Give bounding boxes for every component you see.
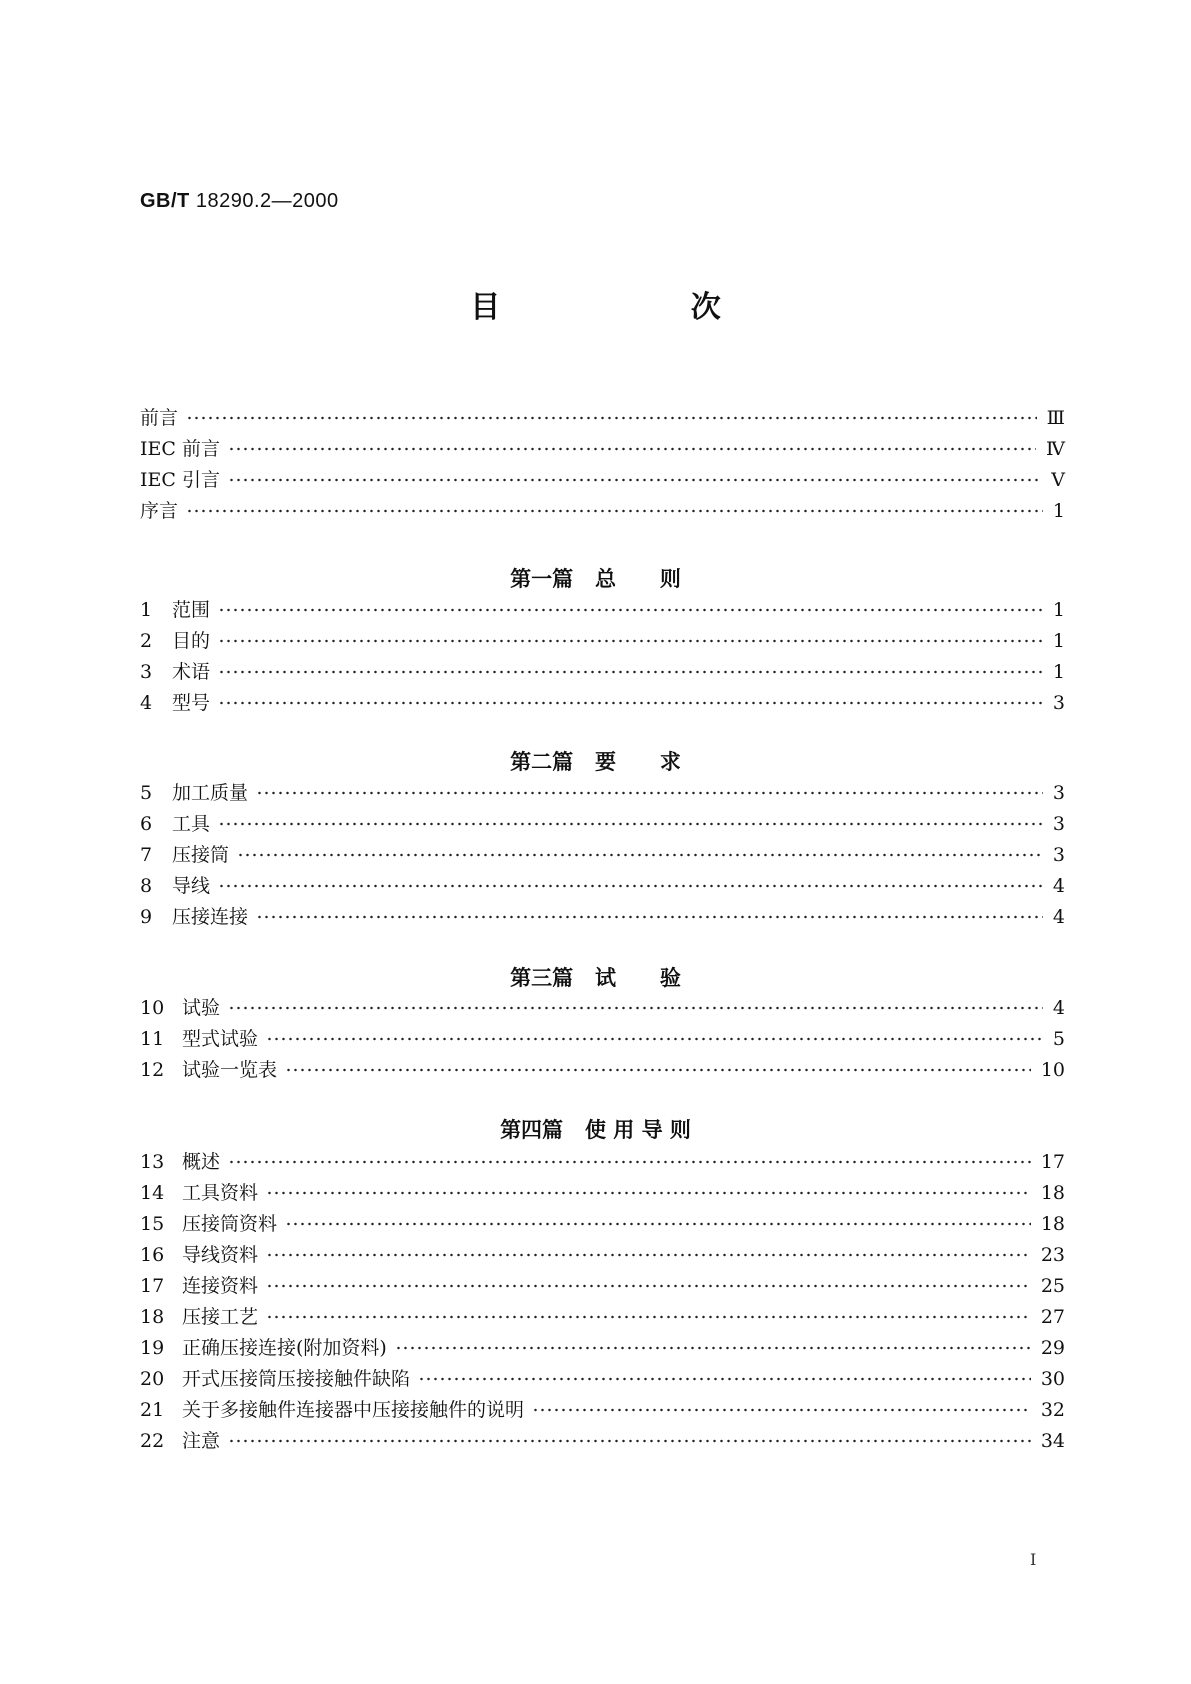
toc-entry-number: 3 [140, 661, 153, 683]
toc-entry-front-2[interactable] [140, 433, 1065, 465]
dot-leader [218, 670, 1043, 674]
toc-entry-number: 13 [140, 1151, 165, 1173]
toc-entry-label: 开式压接筒压接接触件缺陷 [182, 1368, 411, 1390]
dot-leader [228, 478, 1041, 482]
toc-entry-page: 1 [1052, 599, 1065, 621]
toc-entry-section-4[interactable] [140, 687, 1065, 719]
part-heading-2: 第二篇 要 求 [510, 750, 681, 774]
toc-entry-label: 压接工艺 [182, 1306, 259, 1328]
toc-entry-number: 20 [140, 1368, 165, 1390]
toc-entry-page: 10 [1040, 1059, 1065, 1081]
toc-entry-number: 12 [140, 1059, 165, 1081]
dot-leader [532, 1408, 1031, 1412]
dot-leader [285, 1068, 1031, 1072]
toc-entry-page: 34 [1040, 1430, 1065, 1452]
toc-entry-page: 27 [1040, 1306, 1065, 1328]
toc-entry-label: 导线 [172, 875, 211, 897]
toc-entry-section-7[interactable] [140, 839, 1065, 871]
toc-entry-number: 18 [140, 1306, 165, 1328]
toc-entry-number: 22 [140, 1430, 165, 1452]
toc-entry-section-3[interactable] [140, 656, 1065, 688]
toc-entry-section-8[interactable] [140, 870, 1065, 902]
toc-entry-page: 3 [1052, 813, 1065, 835]
toc-entry-label: 序言 [140, 500, 179, 522]
toc-entry-section-20[interactable] [140, 1363, 1065, 1395]
toc-entry-page: 30 [1040, 1368, 1065, 1390]
toc-entry-front-1[interactable] [140, 402, 1065, 434]
dot-leader [218, 884, 1043, 888]
toc-entry-number: 15 [140, 1213, 165, 1235]
dot-leader [237, 853, 1043, 857]
toc-entry-section-19[interactable] [140, 1332, 1065, 1364]
toc-entry-page: 1 [1052, 661, 1065, 683]
toc-entry-section-16[interactable] [140, 1239, 1065, 1271]
toc-entry-page: 4 [1052, 875, 1065, 897]
toc-entry-label: 型式试验 [182, 1028, 259, 1050]
toc-entry-page: 1 [1052, 630, 1065, 652]
toc-entry-section-11[interactable] [140, 1023, 1065, 1055]
toc-entry-label: 注意 [182, 1430, 221, 1452]
toc-entry-front-3[interactable] [140, 464, 1065, 496]
toc-entry-number: 21 [140, 1399, 165, 1421]
toc-entry-number: 14 [140, 1182, 165, 1204]
standard-prefix: GB/T [140, 190, 190, 212]
toc-entry-label: 型号 [172, 692, 211, 714]
dot-leader [266, 1253, 1031, 1257]
toc-entry-page: 1 [1052, 500, 1065, 522]
dot-leader [218, 701, 1043, 705]
toc-entry-page: 4 [1052, 906, 1065, 928]
dot-leader [218, 639, 1043, 643]
toc-entry-number: 4 [140, 692, 153, 714]
toc-entry-label: 压接筒资料 [182, 1213, 278, 1235]
dot-leader [256, 915, 1043, 919]
dot-leader [218, 822, 1043, 826]
toc-entry-section-22[interactable] [140, 1425, 1065, 1457]
toc-entry-page: 18 [1040, 1182, 1065, 1204]
dot-leader [266, 1315, 1031, 1319]
toc-entry-number: 17 [140, 1275, 165, 1297]
toc-entry-section-21[interactable] [140, 1394, 1065, 1426]
toc-entry-number: 8 [140, 875, 153, 897]
toc-entry-number: 11 [140, 1028, 165, 1050]
toc-entry-number: 7 [140, 844, 153, 866]
toc-entry-number: 9 [140, 906, 153, 928]
dot-leader [186, 509, 1043, 513]
part-heading-4: 第四篇 使 用 导 则 [500, 1118, 691, 1142]
footer-page-number: Ⅰ [1030, 1550, 1037, 1569]
toc-entry-section-13[interactable] [140, 1146, 1065, 1178]
toc-entry-page: 4 [1052, 997, 1065, 1019]
dot-leader [266, 1284, 1031, 1288]
toc-entry-page: 29 [1040, 1337, 1065, 1359]
toc-entry-page: 5 [1052, 1028, 1065, 1050]
dot-leader [186, 416, 1037, 420]
toc-entry-label: 压接筒 [172, 844, 230, 866]
toc-entry-label: 术语 [172, 661, 211, 683]
toc-entry-section-18[interactable] [140, 1301, 1065, 1333]
toc-entry-page: 23 [1040, 1244, 1065, 1266]
toc-entry-number: 6 [140, 813, 153, 835]
toc-entry-page: Ⅴ [1051, 469, 1065, 491]
toc-entry-number: 19 [140, 1337, 165, 1359]
part-heading-1: 第一篇 总 则 [510, 567, 681, 591]
toc-entry-section-9[interactable] [140, 901, 1065, 933]
toc-entry-label: 工具 [172, 813, 211, 835]
dot-leader [266, 1037, 1043, 1041]
toc-entry-section-1[interactable] [140, 594, 1065, 626]
toc-entry-label: 压接连接 [172, 906, 249, 928]
toc-entry-label: 试验一览表 [182, 1059, 278, 1081]
toc-entry-page: 3 [1052, 782, 1065, 804]
dot-leader [228, 1160, 1031, 1164]
part-heading-3: 第三篇 试 验 [510, 966, 681, 990]
toc-entry-section-6[interactable] [140, 808, 1065, 840]
toc-entry-number: 1 [140, 599, 153, 621]
toc-entry-section-12[interactable] [140, 1054, 1065, 1086]
standard-number: 18290.2—2000 [195, 190, 339, 212]
dot-leader [418, 1377, 1031, 1381]
toc-entry-number: 16 [140, 1244, 165, 1266]
toc-entry-number: 10 [140, 997, 165, 1019]
toc-entry-label: 工具资料 [182, 1182, 259, 1204]
dot-leader [395, 1346, 1031, 1350]
dot-leader [228, 1439, 1031, 1443]
toc-entry-label: 加工质量 [172, 782, 249, 804]
dot-leader [256, 791, 1043, 795]
toc-entry-section-5[interactable] [140, 777, 1065, 809]
toc-entry-page: 3 [1052, 692, 1065, 714]
toc-entry-section-2[interactable] [140, 625, 1065, 657]
toc-entry-label: IEC 前言 [140, 438, 220, 460]
toc-entry-page: Ⅳ [1046, 438, 1065, 460]
dot-leader [266, 1191, 1031, 1195]
toc-entry-label: 关于多接触件连接器中压接接触件的说明 [182, 1399, 525, 1421]
toc-entry-page: 32 [1040, 1399, 1065, 1421]
toc-entry-label: IEC 引言 [140, 469, 220, 491]
standard-code [140, 190, 339, 213]
toc-entry-page: 25 [1040, 1275, 1065, 1297]
toc-entry-front-4[interactable] [140, 495, 1065, 527]
toc-entry-number: 2 [140, 630, 153, 652]
toc-entry-label: 连接资料 [182, 1275, 259, 1297]
dot-leader [285, 1222, 1031, 1226]
page-title: 目 次 [470, 290, 811, 325]
toc-entry-label: 范围 [172, 599, 211, 621]
toc-entry-page: Ⅲ [1046, 407, 1065, 429]
toc-entry-section-14[interactable] [140, 1177, 1065, 1209]
dot-leader [228, 1006, 1043, 1010]
toc-entry-section-15[interactable] [140, 1208, 1065, 1240]
toc-entry-number: 5 [140, 782, 153, 804]
toc-entry-label: 试验 [182, 997, 221, 1019]
toc-entry-page: 18 [1040, 1213, 1065, 1235]
toc-entry-section-17[interactable] [140, 1270, 1065, 1302]
dot-leader [218, 608, 1043, 612]
toc-entry-label: 前言 [140, 407, 179, 429]
toc-entry-label: 导线资料 [182, 1244, 259, 1266]
toc-entry-label: 目的 [172, 630, 211, 652]
dot-leader [228, 447, 1036, 451]
toc-entry-label: 正确压接连接(附加资料) [182, 1337, 387, 1359]
toc-entry-label: 概述 [182, 1151, 221, 1173]
toc-entry-page: 17 [1040, 1151, 1065, 1173]
toc-entry-page: 3 [1052, 844, 1065, 866]
toc-entry-section-10[interactable] [140, 992, 1065, 1024]
